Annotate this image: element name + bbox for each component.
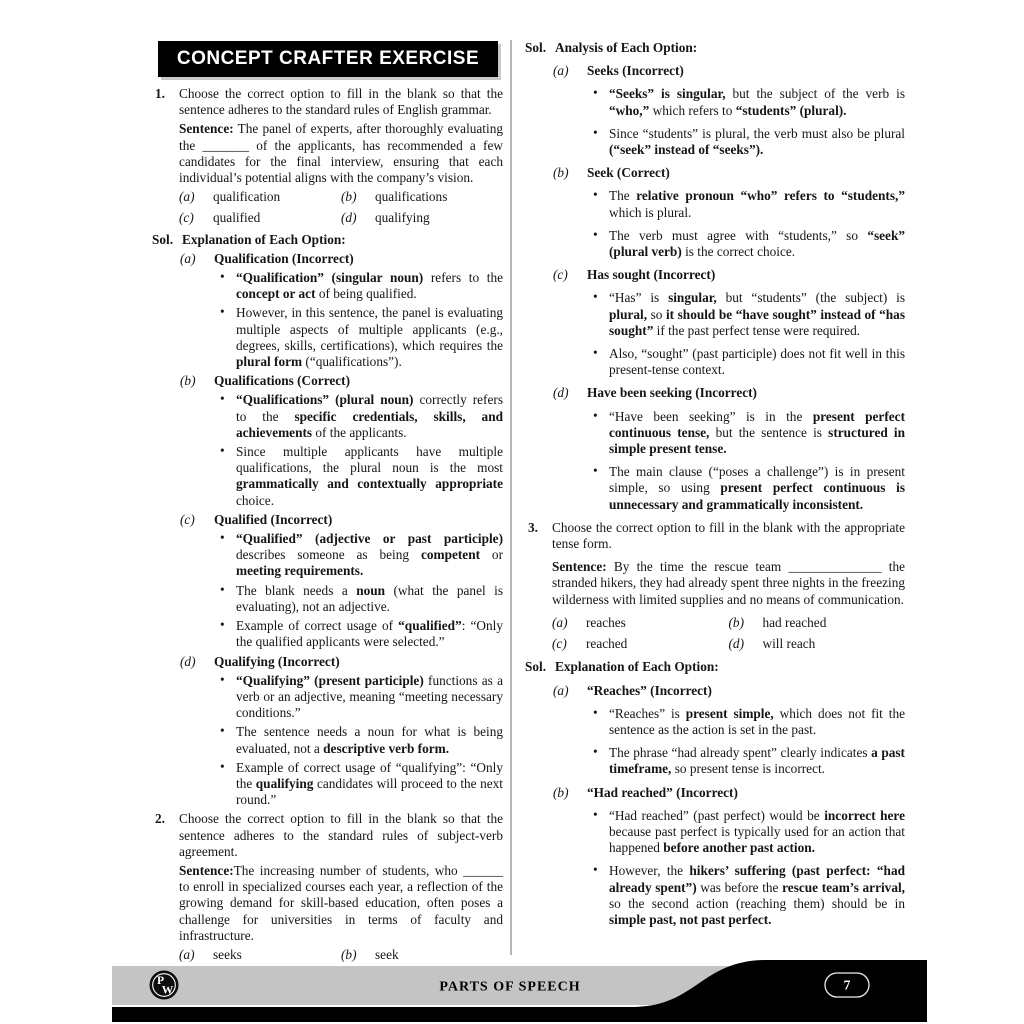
option-label: (d) (728, 636, 745, 652)
solution-heading (152, 232, 503, 248)
option-letter-heading (152, 512, 503, 528)
option-cell (341, 189, 503, 205)
solution-heading (525, 659, 905, 675)
bullet-item (525, 346, 905, 378)
option-label: (d) (341, 210, 357, 226)
bullet-text: Also, “sought” (past participle) does not fit well in this present-tense context. (609, 346, 905, 378)
bullet-text: The phrase “had already spent” clearly indicates a past timeframe, so present tense is incorrect. (609, 745, 905, 777)
option-letter-label: (d) (553, 385, 569, 401)
option-letter-title: Has sought (Incorrect) (587, 267, 716, 283)
bullet-marker: • (593, 744, 598, 760)
bullet-marker: • (220, 723, 225, 739)
bullet-text: However, the hikers’ suffering (past perfect: “had already spent”) was before the rescue team’s arrival, so the second action (reaching them) should be in simple past, not past perfect. (609, 863, 905, 927)
option-text: qualifying (375, 210, 430, 226)
option-letter-title: Seeks (Incorrect) (587, 63, 684, 79)
option-letter-title: Have been seeking (Incorrect) (587, 385, 757, 401)
bullet-text: Example of correct usage of “qualifying”: “Only the qualifying candidates will proceed to the next round.” (236, 759, 503, 808)
bullet-text: “Qualified” (adjective or past participle) describes someone as being competent or meeting requirements. (236, 531, 504, 579)
bullet-item (152, 724, 503, 756)
option-cell (729, 615, 906, 631)
option-text: reaches (586, 614, 626, 630)
solution-heading-text: Explanation of Each Option: (555, 659, 719, 675)
solution-heading-text: Analysis of Each Option: (555, 40, 698, 55)
question-item (152, 86, 503, 118)
bullet-text: Example of correct usage of “qualified”: “Only the qualified applicants were selected.” (236, 618, 504, 650)
bullet-marker: • (220, 617, 225, 633)
bullet-marker: • (220, 391, 225, 407)
bullet-text: The verb must agree with “students,” so “seek” (plural verb) is the correct choice. (609, 227, 905, 260)
option-row (552, 636, 905, 652)
logo-letter-p: P (156, 975, 165, 987)
bullet-text: “Have been seeking” is in the present perfect continuous tense, but the sentence is structured in simple present tense. (609, 408, 906, 457)
option-letter-heading (525, 63, 905, 79)
option-letter-label: (b) (180, 373, 196, 389)
bullet-item (525, 86, 905, 118)
bullet-marker: • (593, 85, 598, 101)
bullet-marker: • (593, 289, 598, 305)
option-letter-title: Qualifying (Incorrect) (214, 653, 340, 669)
question-text: Choose the correct option to fill in the blank so that the sentence adheres to the standard rules of English grammar. (179, 86, 503, 118)
publisher-logo (150, 971, 179, 1000)
option-letter-label: (a) (553, 63, 569, 79)
bullet-text: “Qualifying” (present participle) functions as a verb or an adjective, meaning “meeting necessary conditions.” (236, 672, 503, 721)
option-cell (179, 189, 341, 205)
option-label: (c) (179, 210, 194, 226)
bullet-marker: • (593, 806, 598, 822)
bullet-item (152, 618, 503, 650)
left-column (152, 86, 503, 989)
bullet-item (525, 863, 905, 928)
bullet-text: Since “students” is plural, the verb must also be plural (“seek” instead of “seeks”). (609, 125, 905, 158)
bullet-text: The sentence needs a noun for what is being evaluated, not a descriptive verb form. (236, 724, 503, 756)
option-letter-title: “Reaches” (Incorrect) (587, 682, 712, 698)
solution-label: Sol. (525, 659, 547, 675)
option-letter-title: Seek (Correct) (587, 165, 670, 181)
bullet-item (525, 290, 905, 339)
option-label: (a) (179, 946, 195, 962)
option-label: (b) (341, 946, 357, 962)
bullet-marker: • (220, 269, 225, 285)
option-cell (552, 636, 729, 652)
option-text: qualified (213, 210, 261, 226)
option-letter-label: (a) (180, 250, 196, 266)
solution-label: Sol. (152, 231, 174, 247)
bullet-text: “Reaches” is present simple, which does not fit the sentence as the action is set in the past. (609, 705, 905, 737)
option-cell (552, 615, 729, 631)
page-footer (112, 958, 927, 1022)
sentence-paragraph (152, 863, 503, 944)
bullet-item (152, 531, 503, 580)
sentence-paragraph (525, 559, 905, 608)
option-letter-label: (d) (180, 653, 196, 669)
option-text: qualification (213, 189, 281, 205)
exercise-title: CONCEPT CRAFTER EXERCISE (176, 48, 480, 69)
bullet-marker: • (220, 530, 225, 546)
right-column (525, 40, 905, 935)
bullet-text: Since multiple applicants have multiple qualifications, the plural noun is the most grammatically and contextually appropriate choice. (236, 444, 503, 508)
option-cell (341, 210, 503, 226)
bullet-item (525, 228, 905, 260)
option-letter-label: (b) (553, 784, 569, 800)
option-text: had reached (762, 614, 827, 630)
option-letter-heading (152, 251, 503, 267)
option-row (179, 189, 503, 205)
sentence-text: Sentence: The panel of experts, after thoroughly evaluating the _______ of the applicants, has recommended a few candidates for the final interview, ensuring that each individual’s potential aligns with the company’s vision. (179, 121, 503, 186)
bullet-marker: • (220, 671, 225, 687)
solution-label: Sol. (525, 40, 547, 55)
bullet-item (152, 305, 503, 370)
question-number: 2. (155, 811, 165, 827)
column-divider (510, 40, 512, 955)
option-letter-label: (b) (553, 165, 569, 181)
option-letter-title: Qualification (Incorrect) (214, 250, 354, 266)
bullet-text: The blank needs a noun (what the panel is evaluating), not an adjective. (236, 582, 503, 614)
question-item (525, 520, 905, 552)
bullet-item (152, 270, 503, 302)
question-item (152, 811, 503, 860)
bullet-text: “Had reached” (past perfect) would be incorrect here because past perfect is typically used for an action that happened before another past action. (609, 807, 905, 856)
bullet-item (152, 444, 503, 509)
bullet-item (152, 392, 503, 441)
bullet-text: “Qualification” (singular noun) refers to the concept or act of being qualified. (236, 270, 504, 302)
bullet-text: However, in this sentence, the panel is evaluating multiple aspects of multiple applicants (e.g., degrees, skills, certifications), which requires the plural form (“qualifications”). (236, 305, 503, 370)
options-grid (525, 615, 905, 652)
bullet-text: The relative pronoun “who” refers to “students,” which is plural. (609, 188, 905, 220)
footer-chapter-title: PARTS OF SPEECH (439, 979, 581, 995)
question-text: Choose the correct option to fill in the blank so that the sentence adheres to the standard rules of subject-verb agreement. (179, 811, 503, 859)
bullet-item (525, 706, 905, 738)
bullet-marker: • (593, 463, 598, 479)
option-letter-heading (525, 683, 905, 699)
bullet-marker: • (220, 443, 225, 459)
option-letter-label: (c) (180, 511, 195, 527)
option-letter-title: Qualified (Incorrect) (214, 511, 333, 527)
sentence-text: Sentence:The increasing number of students, who ______ to enroll in specialized courses each year, a reflection of the growing demand for skill-based education, often poses a challenge for universities in terms of faculty and infrastructure. (179, 862, 503, 943)
solution-heading-text: Explanation of Each Option: (182, 231, 346, 247)
option-cell (179, 210, 341, 226)
option-letter-title: “Had reached” (Incorrect) (587, 784, 738, 800)
bullet-item (525, 409, 905, 458)
option-label: (a) (552, 614, 568, 630)
bullet-marker: • (220, 758, 225, 774)
option-label: (b) (341, 189, 357, 205)
option-text: reached (586, 636, 628, 652)
option-letter-heading (525, 165, 905, 181)
question-text: Choose the correct option to fill in the blank with the appropriate tense form. (552, 519, 905, 552)
sentence-text: Sentence: By the time the rescue team ______________ the stranded hikers, they had already spent three nights in the freezing wilderness with limited supplies and no means of communication. (552, 559, 905, 607)
option-letter-label: (c) (553, 267, 568, 283)
bullet-marker: • (593, 407, 598, 423)
option-text: qualifications (375, 189, 448, 205)
bullet-text: “Seeks” is singular, but the subject of the verb is “who,” which refers to “students” (plural). (609, 86, 905, 118)
question-number: 1. (155, 86, 165, 101)
question-number: 3. (528, 519, 538, 535)
bullet-item (525, 464, 905, 513)
options-grid (152, 189, 503, 226)
bullet-marker: • (220, 581, 225, 597)
sentence-paragraph (152, 121, 503, 186)
bullet-item (152, 673, 503, 722)
bullet-text: “Has” is singular, but “students” (the subject) is plural, so it should be “have sought” instead of “has sought” if the past perfect tense were required. (609, 290, 905, 338)
bullet-marker: • (593, 862, 598, 878)
page-number-pill (825, 973, 869, 997)
solution-heading (525, 40, 905, 56)
option-letter-heading (152, 373, 503, 389)
option-text: will reach (762, 636, 816, 652)
option-label: (a) (179, 189, 195, 205)
page-number: 7 (843, 977, 851, 993)
bullet-item (152, 760, 503, 809)
bullet-text: “Qualifications” (plural noun) correctly refers to the specific credentials, skills, and achievements of the applicants. (236, 392, 503, 440)
exercise-title-banner (158, 41, 498, 77)
bullet-marker: • (593, 345, 598, 361)
bullet-item (525, 808, 905, 857)
option-label: (c) (552, 636, 567, 652)
option-text: seek (375, 946, 399, 962)
option-letter-heading (152, 654, 503, 670)
option-label: (b) (728, 614, 745, 630)
option-row (179, 210, 503, 226)
bullet-marker: • (593, 187, 598, 203)
bullet-marker: • (593, 226, 598, 242)
option-row (552, 615, 905, 631)
bullet-item (525, 126, 905, 158)
option-letter-title: Qualifications (Correct) (214, 373, 351, 389)
logo-letter-w: W (161, 984, 174, 997)
bullet-marker: • (593, 124, 598, 140)
bullet-text: The main clause (“poses a challenge”) is in present simple, so using present perfect continuous is unnecessary and grammatically inconsistent. (609, 464, 905, 512)
bullet-item (525, 188, 905, 220)
option-letter-heading (525, 785, 905, 801)
option-cell (729, 636, 906, 652)
option-letter-heading (525, 267, 905, 283)
option-letter-heading (525, 385, 905, 401)
option-letter-label: (a) (553, 682, 569, 698)
bullet-marker: • (593, 704, 598, 720)
bullet-item (525, 745, 905, 777)
option-text: seeks (213, 946, 242, 962)
bullet-item (152, 583, 503, 615)
bullet-marker: • (220, 304, 225, 320)
